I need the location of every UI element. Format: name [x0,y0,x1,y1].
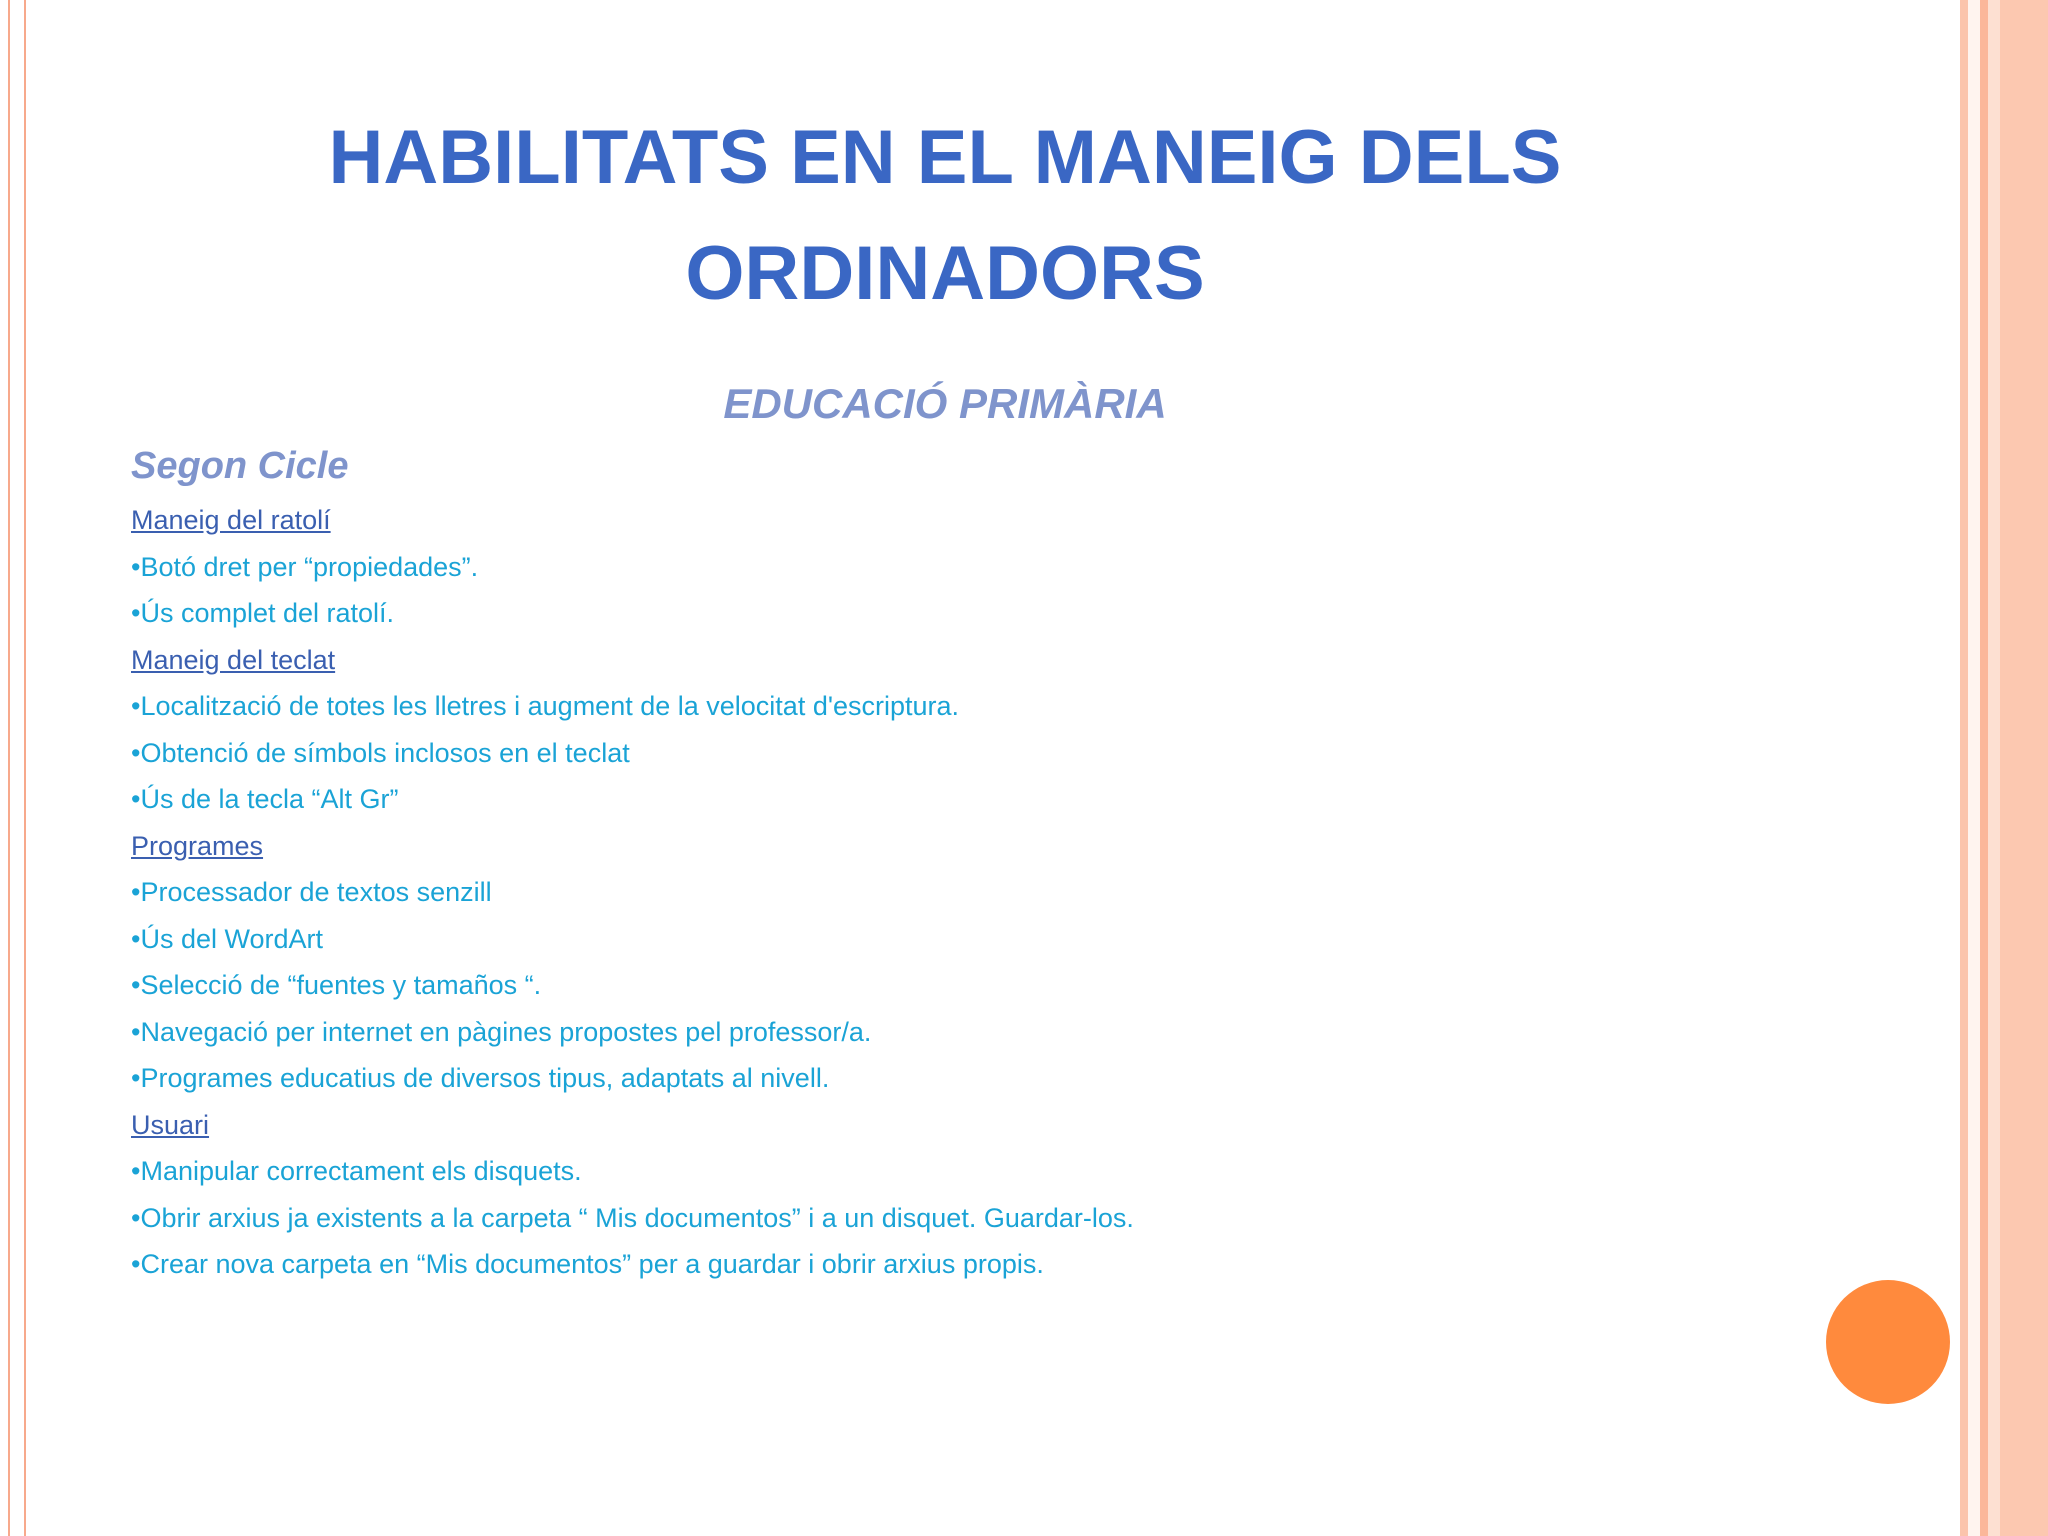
list-item: •Localització de totes les lletres i augment de la velocitat d'escriptura. [131,691,960,721]
cycle-heading: Segon Cicle [131,445,349,487]
left-border-decoration [8,0,26,1536]
list-item: •Programes educatius de diversos tipus, adaptats al nivell. [131,1063,830,1093]
list-item: •Selecció de “fuentes y tamaños “. [131,970,542,1000]
list-item: •Obtenció de símbols inclosos en el teclat [131,737,630,768]
section-heading-programs: Programes [131,830,264,861]
list-item: •Processador de textos senzill [131,877,492,907]
section-heading-keyboard: Maneig del teclat [131,644,336,675]
list-item: •Manipular correctament els disquets. [131,1156,582,1186]
slide-title: HABILITATS EN EL MANEIG DELS ORDINADORS [328,115,1562,316]
section-heading-mouse: Maneig del ratolí [131,505,331,535]
slide-subtitle: EDUCACIÓ PRIMÀRIA [723,380,1167,427]
list-item: •Obrir arxius ja existents a la carpeta “ Mis documentos” i a un disquet. Guardar-los. [131,1202,1134,1233]
list-item: •Navegació per internet en pàgines propostes pel professor/a. [131,1016,872,1047]
orange-circle-decoration [1826,1280,1950,1404]
list-item: •Ús complet del ratolí. [131,598,395,628]
list-item: •Ús de la tecla “Alt Gr” [131,784,399,814]
right-stripe-band [1980,0,2048,1536]
content-list [131,497,1631,1288]
list-item: •Ús del WordArt [131,923,324,954]
section-heading-user: Usuari [131,1109,210,1140]
list-item: •Botó dret per “propiedades”. [131,551,479,582]
list-item: •Crear nova carpeta en “Mis documentos” per a guardar i obrir arxius propis. [131,1249,1044,1279]
right-stripe-gap [1968,0,1980,1536]
right-stripe-decoration [1960,0,1968,1536]
